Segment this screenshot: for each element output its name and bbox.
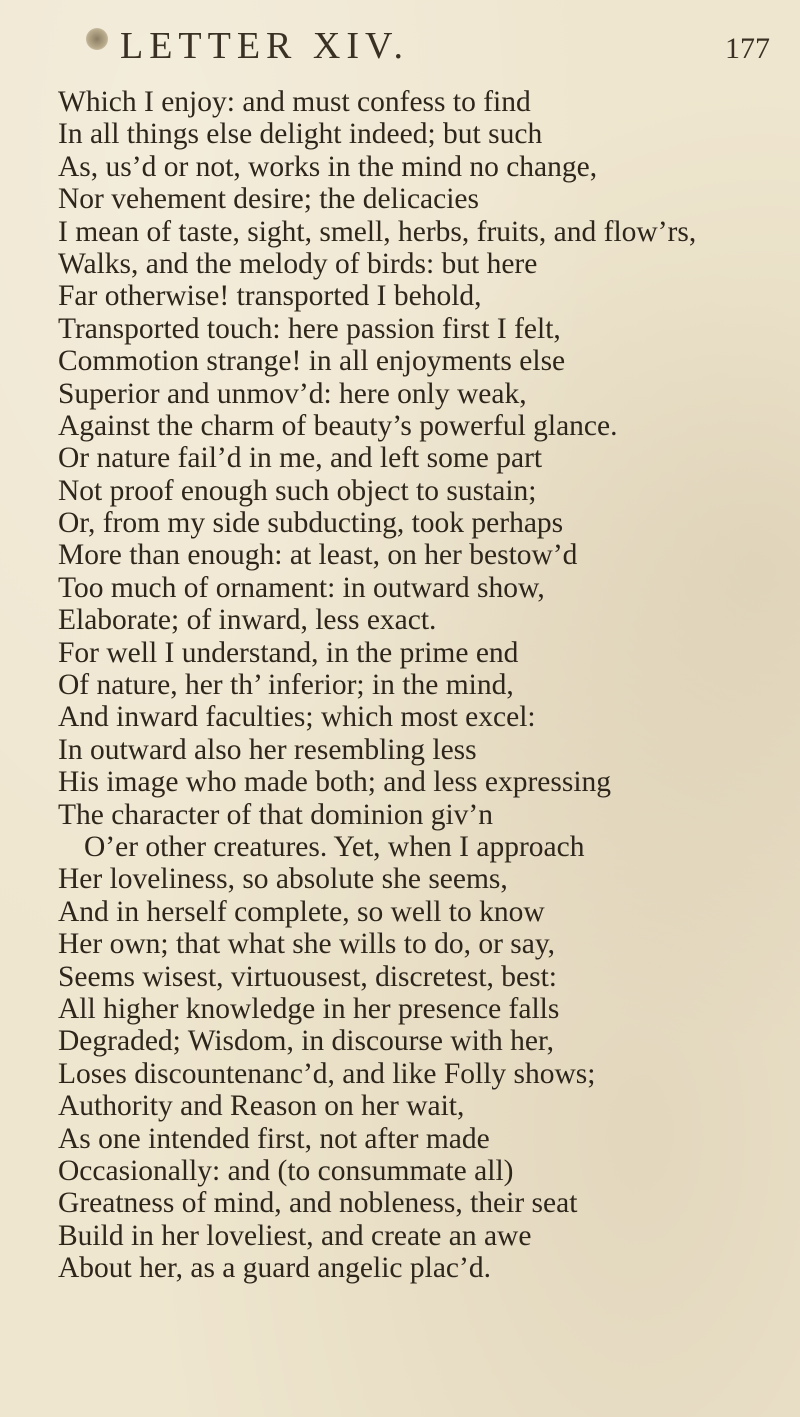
verse-line: Build in her loveliest, and create an awe xyxy=(58,1219,532,1252)
verse-line: In outward also her resembling less xyxy=(58,733,477,766)
verse-line: Occasionally: and (to consummate all) xyxy=(58,1154,514,1187)
verse-line: O’er other creatures. Yet, when I approach xyxy=(84,830,585,863)
page-header xyxy=(120,18,770,78)
verse-line: As, us’d or not, works in the mind no change, xyxy=(58,150,598,183)
verse-line: Far otherwise! transported I behold, xyxy=(58,280,482,313)
verse-line: Too much of ornament: in outward show, xyxy=(58,571,545,604)
verse-line: Seems wisest, virtuousest, discretest, best: xyxy=(58,960,557,993)
verse-line: His image who made both; and less expressing xyxy=(58,766,612,799)
running-head: LETTER XIV. xyxy=(120,25,410,67)
verse-line: Walks, and the melody of birds: but here xyxy=(58,247,538,280)
verse-line: Superior and unmov’d: here only weak, xyxy=(58,377,527,410)
verse-line: Her loveliness, so absolute she seems, xyxy=(58,863,508,896)
ink-blot-ornament xyxy=(86,28,108,50)
verse-line: Authority and Reason on her wait, xyxy=(58,1090,465,1123)
verse-line: Elaborate; of inward, less exact. xyxy=(58,604,437,637)
verse-line: And inward faculties; which most excel: xyxy=(58,701,536,734)
poem-text xyxy=(58,86,790,1284)
verse-line: As one intended first, not after made xyxy=(58,1122,490,1155)
verse-line: Loses discountenanc’d, and like Folly shows; xyxy=(58,1057,596,1090)
verse-line: About her, as a guard angelic plac’d. xyxy=(58,1252,491,1285)
verse-line: All higher knowledge in her presence falls xyxy=(58,992,560,1025)
page-number: 177 xyxy=(725,32,770,65)
verse-line: Not proof enough such object to sustain; xyxy=(58,474,537,507)
verse-line: For well I understand, in the prime end xyxy=(58,636,519,669)
verse-line: Greatness of mind, and nobleness, their seat xyxy=(58,1187,578,1220)
verse-line: Against the charm of beauty’s powerful glance. xyxy=(58,409,618,442)
verse-line: The character of that dominion giv’n xyxy=(58,798,493,831)
verse-line: More than enough: at least, on her bestow’d xyxy=(58,539,578,572)
verse-line: I mean of taste, sight, smell, herbs, fruits, and flow’rs, xyxy=(58,215,697,248)
verse-line: Her own; that what she wills to do, or say, xyxy=(58,928,556,961)
verse-line: In all things else delight indeed; but such xyxy=(58,118,543,151)
verse-line: Commotion strange! in all enjoyments else xyxy=(58,345,566,378)
verse-line: Transported touch: here passion first I felt, xyxy=(58,312,561,345)
verse-line: Of nature, her th’ inferior; in the mind, xyxy=(58,669,514,702)
verse-line: Which I enjoy: and must confess to find xyxy=(58,86,531,118)
verse-line: Or, from my side subducting, took perhaps xyxy=(58,507,564,540)
verse-line: Or nature fail’d in me, and left some part xyxy=(58,442,543,475)
verse-line: And in herself complete, so well to know xyxy=(58,895,545,928)
verse-line: Nor vehement desire; the delicacies xyxy=(58,183,480,216)
verse-line: Degraded; Wisdom, in discourse with her, xyxy=(58,1025,555,1058)
